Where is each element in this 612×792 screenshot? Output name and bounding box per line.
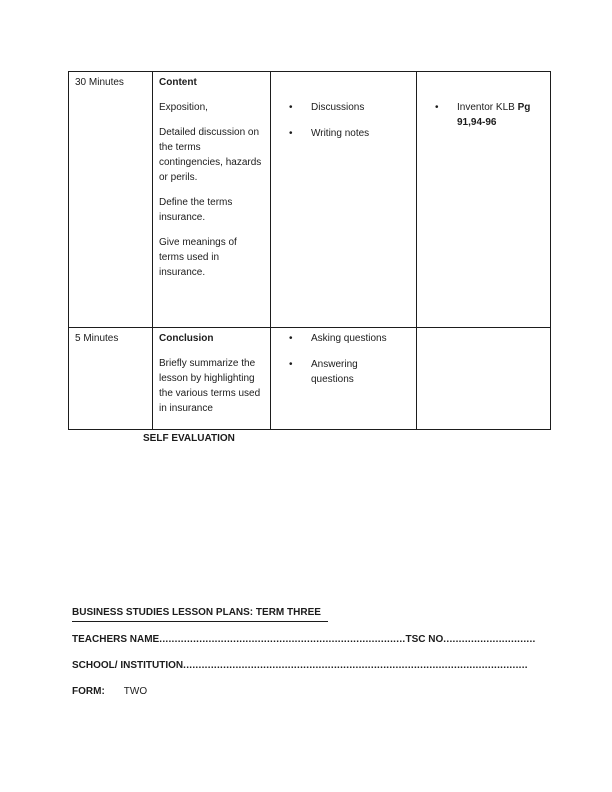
activity-label: Asking questions [311,333,387,344]
resources-cell-empty [417,328,551,430]
list-item [289,357,410,387]
content-cell [153,72,271,328]
lesson-plan-table [68,71,551,430]
teachers-name-line [72,632,550,647]
form-label: FORM: [72,686,105,697]
form-line [72,684,550,699]
list-item [289,331,410,346]
activity-label: Answering questions [311,359,358,385]
content-paragraph: Exposition, [159,102,208,113]
activity-label: Discussions [311,102,365,113]
document-title: BUSINESS STUDIES LESSON PLANS: TERM THREE [72,605,328,622]
resource-page-ref: Pg 91,94-96 [457,102,531,128]
self-evaluation-heading: SELF EVALUATION [143,433,235,444]
activities-cell [271,328,417,430]
duration-cell [69,72,153,328]
table-row-content [69,72,551,328]
content-cell [153,328,271,430]
duration-label: 5 Minutes [75,333,119,344]
duration-cell [69,328,153,430]
bullet-icon: • [289,333,293,344]
content-paragraph: Detailed discussion on the terms contingencies, hazards or perils. [159,127,262,183]
resource-text: Inventor KLB [457,102,518,113]
bullet-icon: • [289,359,293,370]
duration-label: 30 Minutes [75,77,124,88]
content-heading: Content [159,77,197,88]
content-heading: Conclusion [159,333,214,344]
school-institution-line [72,658,550,673]
content-paragraph: Give meanings of terms used in insurance. [159,237,237,278]
bullet-icon: • [289,128,293,139]
bullet-icon: • [435,102,439,113]
teachers-name-fill-in: ................................................................................ [159,634,406,645]
table-row-conclusion [69,328,551,430]
list-item [289,126,410,141]
footer-section-title [72,605,328,622]
activity-label: Writing notes [311,128,370,139]
content-paragraph: Briefly summarize the lesson by highlighting the various terms used in insurance [159,358,261,414]
school-institution-label: SCHOOL/ INSTITUTION [72,660,184,671]
content-paragraph: Define the terms insurance. [159,197,233,223]
list-item [289,100,410,115]
tsc-no-fill-in: .............................. [443,634,536,645]
activities-cell [271,72,417,328]
teachers-name-label: TEACHERS NAME [72,634,160,645]
form-value: TWO [123,686,148,697]
list-item [435,100,544,130]
tsc-no-label: TSC NO [405,634,444,645]
school-institution-fill-in: ................................................................................................................ [183,660,528,671]
bullet-icon: • [289,102,293,113]
resource-label [457,100,543,130]
resources-cell [417,72,551,328]
